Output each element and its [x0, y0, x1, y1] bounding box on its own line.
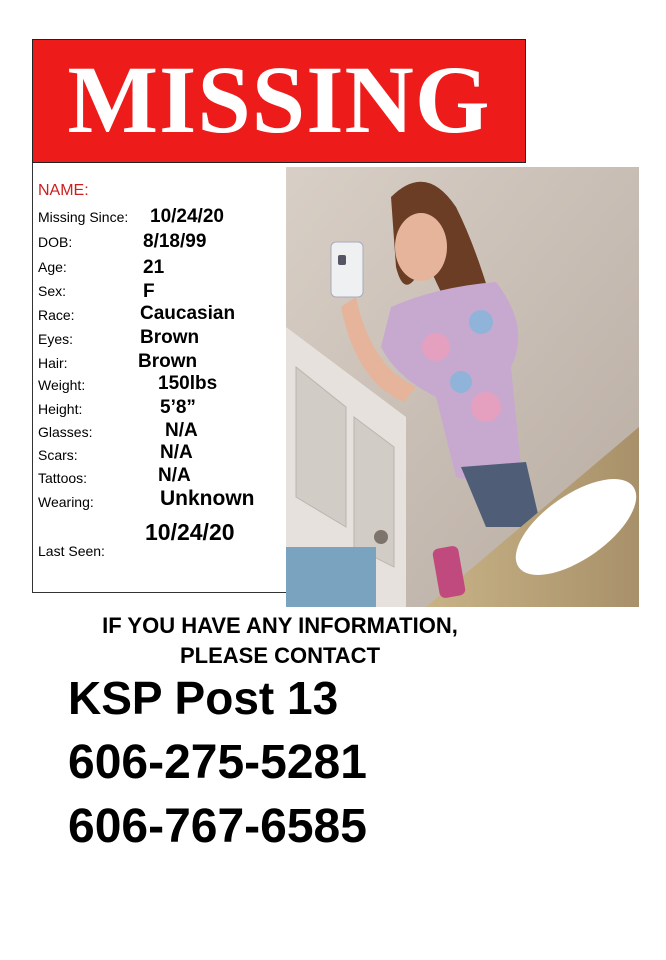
eyes-value: Brown [140, 327, 200, 348]
missing-since-label: Missing Since: [38, 209, 129, 225]
race-value: Caucasian [140, 303, 236, 324]
height-label: Height: [38, 401, 83, 417]
sex-label: Sex: [38, 283, 67, 299]
scars-label: Scars: [38, 447, 78, 463]
agency-name: KSP Post 13 [68, 672, 339, 724]
scars-value: N/A [160, 442, 193, 463]
glasses-label: Glasses: [38, 424, 93, 440]
dob-value: 8/18/99 [143, 231, 207, 252]
contact-line-1: IF YOU HAVE ANY INFORMATION, [102, 613, 458, 638]
banner-title: MISSING [67, 46, 491, 153]
weight-value: 150lbs [158, 373, 218, 394]
phone-number-1[interactable]: 606-275-5281 [68, 736, 367, 789]
age-value: 21 [143, 257, 165, 278]
weight-label: Weight: [38, 377, 86, 393]
eyes-label: Eyes: [38, 331, 74, 347]
wearing-label: Wearing: [38, 494, 94, 510]
last-seen-value: 10/24/20 [145, 519, 235, 545]
hair-label: Hair: [38, 355, 68, 371]
last-seen-label: Last Seen: [38, 543, 105, 559]
race-label: Race: [38, 307, 75, 323]
dob-label: DOB: [38, 234, 73, 250]
glasses-value: N/A [165, 420, 198, 441]
sex-value: F [143, 281, 155, 302]
missing-banner [32, 39, 526, 163]
height-value: 5’8” [160, 397, 196, 418]
wearing-value: Unknown [160, 487, 255, 510]
missing-since-value: 10/24/20 [150, 206, 224, 227]
phone-number-2[interactable]: 606-767-6585 [68, 800, 367, 853]
missing-person-photo [286, 167, 639, 607]
tattoos-label: Tattoos: [38, 470, 88, 486]
tattoos-value: N/A [158, 465, 191, 486]
age-label: Age: [38, 259, 67, 275]
name-label: NAME: [38, 182, 89, 199]
contact-line-2: PLEASE CONTACT [179, 643, 381, 668]
hair-value: Brown [138, 351, 198, 372]
